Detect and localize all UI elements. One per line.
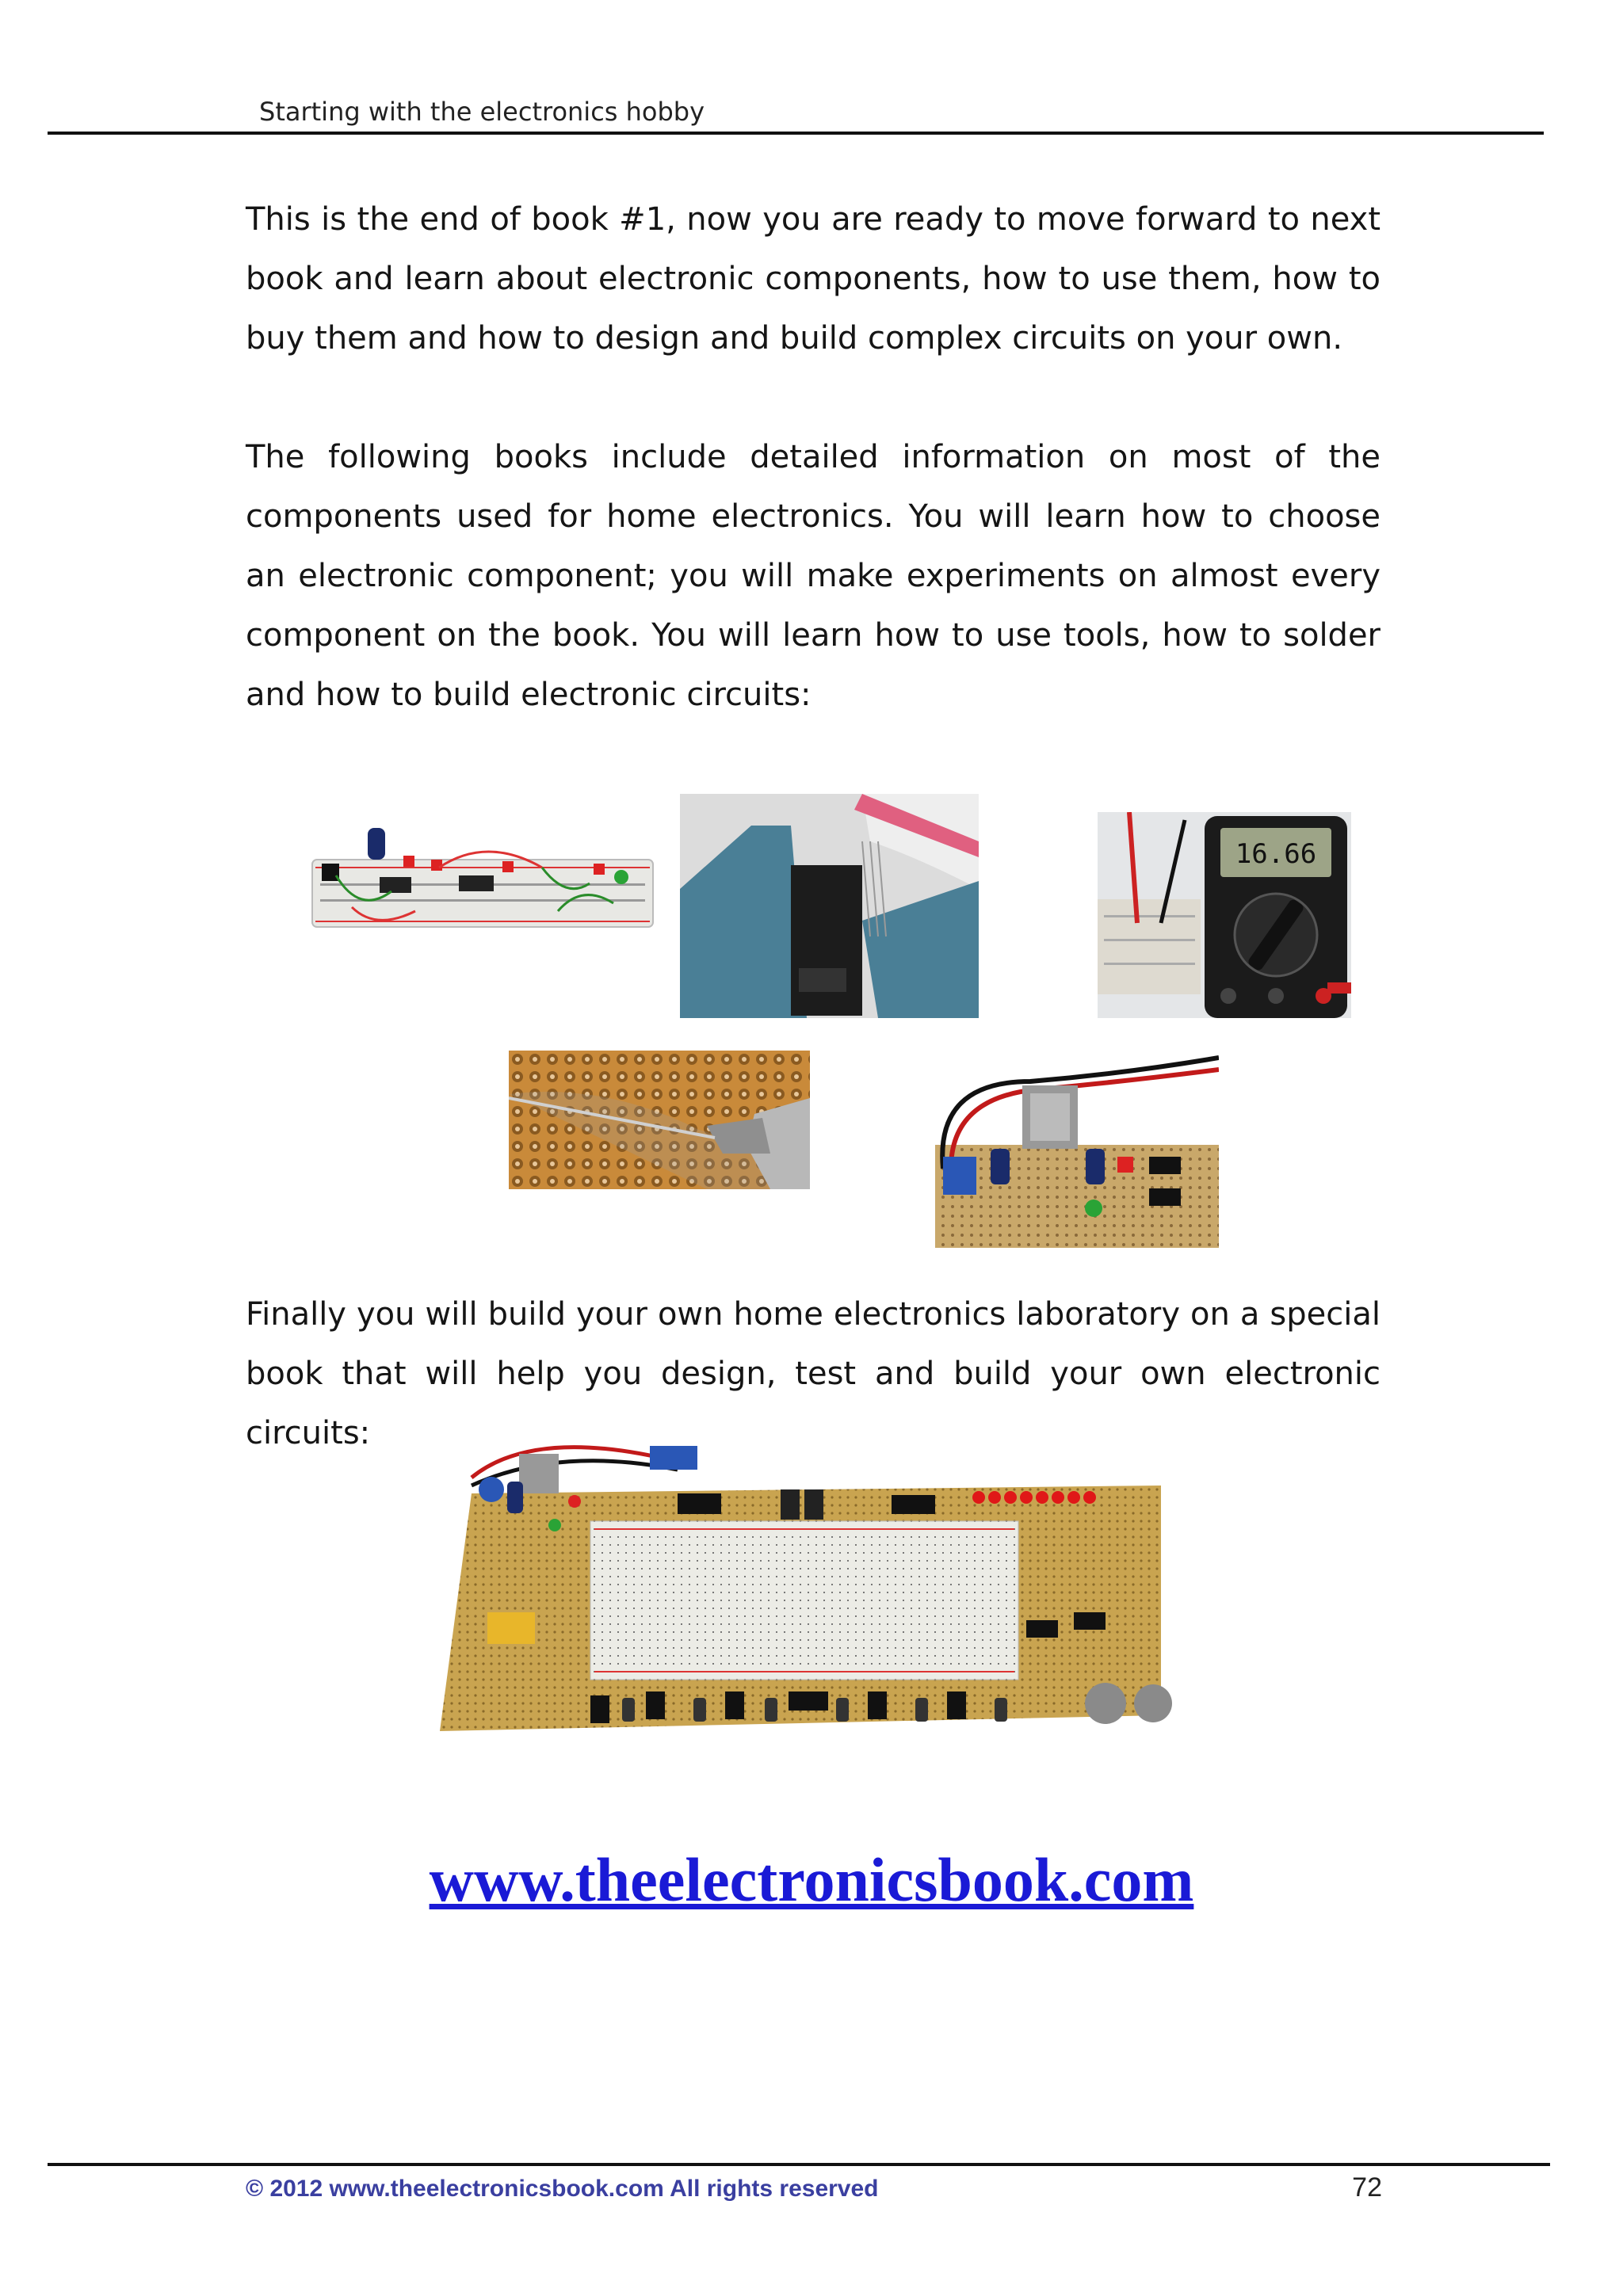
paragraph-intro: This is the end of book #1, now you are ready to move forward to next book and learn about electronic components, how to use them, how to buy them and how to design and build complex circuits on your own. bbox=[246, 201, 1381, 357]
ribbon-cable-tool-photo bbox=[680, 794, 979, 1018]
footer-rights: All rights reserved bbox=[670, 2176, 879, 2202]
breadboard-photo bbox=[304, 820, 659, 947]
website-link[interactable]: www.theelectronicsbook.com bbox=[429, 1845, 1194, 1914]
footer-copyright-block bbox=[246, 2176, 879, 2203]
running-header: Starting with the electronics hobby bbox=[259, 97, 705, 127]
paragraph-laboratory: Finally you will build your own home electronics laboratory on a special book that will help you design, test and build your own electronic circuits: bbox=[246, 1296, 1381, 1451]
paragraph-following-books: The following books include detailed information on most of the components used for home electronics. You will learn how to choose an electronic component; you will make experiments on almost every component on the book. You will learn how to use tools, how to solder and how to build electronic circuits: bbox=[246, 439, 1381, 713]
electronics-lab-board-photo bbox=[440, 1430, 1173, 1737]
footer-divider bbox=[48, 2163, 1550, 2166]
perfboard-circuit-photo bbox=[919, 1050, 1219, 1248]
footer-copyright: © 2012 www.theelectronicsbook.com bbox=[246, 2176, 664, 2202]
multimeter-photo bbox=[1098, 812, 1351, 1018]
header-divider bbox=[48, 132, 1544, 135]
multimeter-readout: 16.66 bbox=[1235, 838, 1317, 870]
page-number: 72 bbox=[1352, 2172, 1382, 2203]
soldering-photo bbox=[509, 1051, 810, 1189]
